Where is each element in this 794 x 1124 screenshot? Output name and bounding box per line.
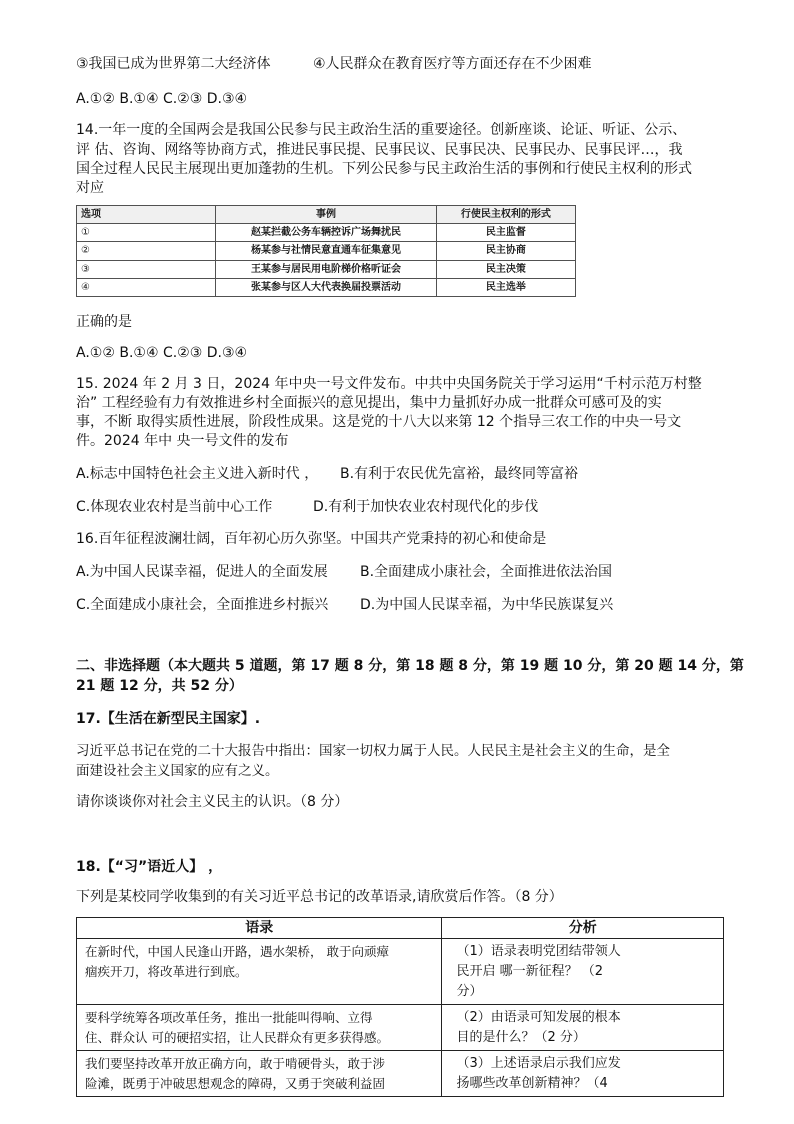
q14-col-option: 选项 [77,206,216,224]
q13-item-3: ③我国已成为世界第二大经济体 [76,56,271,72]
q14-row-2-form: 民主协商 [436,242,575,260]
q17-task: 请你谈谈你对社会主义民主的认识。（8 分） [76,794,349,810]
q18-row-3-quote [77,1051,442,1097]
q15-stem-line-2: 治” 工程经验有力有效推进乡村全面振兴的意见提出，集中力量抓好办成一批群众可感可及的实 [76,395,662,411]
q17-title: 17.【生活在新型民主国家】. [76,711,261,727]
q14-row-3-form: 民主决策 [436,260,575,278]
q15-option-d: D.有利于加快农业农村现代化的步伐 [313,499,539,515]
table-row [77,1051,724,1097]
q18-col-analysis: 分析 [442,918,724,939]
q14-table-header [77,206,576,224]
q18-row-1-quote-line-2: 痼疾开刀，将改革进行到底。 [85,964,248,979]
q14-stem-line-1: 14.一年一度的全国两会是我国公民参与民主政治生活的重要途径。创新座谈、论证、听证、公示、 [76,122,687,138]
q18-row-2-analysis-line-1: （2）由语录可知发展的根本 [456,1010,621,1025]
q14-row-4-form: 民主选举 [436,278,575,296]
table-row [77,260,576,278]
q13-item-4: ④人民群众在教育医疗等方面还存在不少困难 [313,56,592,72]
q15-option-b: B.有利于农民优先富裕，最终同等富裕 [340,466,579,482]
table-row [77,224,576,242]
table-row [77,242,576,260]
q15-stem-line-4: 件。2024 年中 央一号文件的发布 [76,433,289,449]
q16-option-d: D.为中国人民谋幸福，为中华民族谋复兴 [360,597,614,613]
q18-row-1-analysis-line-1: （1）语录表明党团结带领人 [456,944,621,959]
q17-quote-line-1: 习近平总书记在党的二十大报告中指出：国家一切权力属于人民。人民民主是社会主义的生命，是全 [76,743,670,759]
q15-option-a: A.标志中国特色社会主义进入新时代 ， [76,466,319,482]
q14-options: A.①② B.①④ C.②③ D.③④ [76,345,248,361]
section-2-heading-line-2: 21 题 12 分，共 52 分） [76,678,243,694]
q18-row-3-analysis [442,1051,724,1097]
q15-stem-line-3: 事，不断 取得实质性进展，阶段性成果。这是党的十八大以来第 12 个指导三农工作的中央一号文 [76,414,682,430]
q18-row-1-analysis [442,939,724,1005]
q18-table [76,917,724,1097]
q16-option-a: A.为中国人民谋幸福，促进人的全面发展 [76,564,328,580]
q14-row-4-case: 张某参与区人大代表换届投票活动 [216,278,436,296]
q14-stem-line-3: 国全过程人民民主展现出更加蓬勃的生机。下列公民参与民主政治生活的事例和行使民主权利的形式 [76,161,692,177]
q18-col-quote: 语录 [77,918,442,939]
q18-row-3-quote-line-1: 我们要坚持改革开放正确方向，敢于啃硬骨头，敢于涉 [85,1056,386,1071]
q14-row-2-option: ② [77,242,216,260]
q14-row-1-case: 赵某拦截公务车辆控诉广场舞扰民 [216,224,436,242]
section-2-heading-line-1: 二、非选择题（本大题共 5 道题，第 17 题 8 分，第 18 题 8 分，第 19 题 10 分，第 20 题 14 分，第 [76,658,744,674]
q13-options: A.①② B.①④ C.②③ D.③④ [76,91,248,107]
q18-row-1-quote-line-1: 在新时代，中国人民逢山开路，遇水架桥， 敢于向顽瘴 [85,944,389,959]
q14-col-form: 行使民主权利的形式 [436,206,575,224]
table-row [77,939,724,1005]
q18-row-1-quote [77,939,442,1005]
q18-row-3-analysis-line-2: 扬哪些改革创新精神？（4 [456,1076,608,1091]
q18-table-header [77,918,724,939]
q18-row-2-quote [77,1005,442,1051]
q18-title: 18.【“习”语近人】 ， [76,859,223,875]
q18-row-1-analysis-line-3: 分） [456,984,483,999]
q18-intro: 下列是某校同学收集到的有关习近平总书记的改革语录,请欣赏后作答。（8 分） [76,889,563,905]
table-row [77,1005,724,1051]
q14-row-1-form: 民主监督 [436,224,575,242]
q14-table [76,205,576,297]
q14-stem-line-4: 对应 [76,180,104,196]
q14-stem-line-2: 评 估、咨询、网络等协商方式，推进民事民提、民事民议、民事民决、民事民办、民事民评…，我 [76,142,683,158]
q16-option-c: C.全面建成小康社会，全面推进乡村振兴 [76,597,329,613]
q16-stem: 16.百年征程波澜壮阔，百年初心历久弥坚。中国共产党秉持的初心和使命是 [76,531,547,547]
q15-stem-line-1: 15. 2024 年 2 月 3 日，2024 年中央一号文件发布。中共中央国务院关于学习运用“千村示范万村整 [76,376,702,392]
q17-quote-line-2: 面建设社会主义国家的应有之义。 [76,763,279,779]
q14-row-3-option: ③ [77,260,216,278]
q18-row-1-analysis-line-2: 民开启 哪一新征程？ （2 [456,964,603,979]
q18-row-2-analysis-line-2: 目的是什么？（2 分） [456,1030,586,1045]
table-row [77,278,576,296]
q14-row-3-case: 王某参与居民用电阶梯价格听证会 [216,260,436,278]
q14-row-2-case: 杨某参与社情民意直通车征集意见 [216,242,436,260]
q18-row-2-analysis [442,1005,724,1051]
q18-row-2-quote-line-1: 要科学统筹各项改革任务，推出一批能叫得响、立得 [85,1010,373,1025]
q18-row-3-quote-line-2: 险滩，既勇于冲破思想观念的障碍，又勇于突破利益固 [85,1076,386,1091]
q15-option-c: C.体现农业农村是当前中心工作 [76,499,273,515]
q14-row-1-option: ① [77,224,216,242]
q18-row-3-analysis-line-1: （3）上述语录启示我们应发 [456,1056,621,1071]
q14-closing: 正确的是 [76,314,132,330]
q16-option-b: B.全面建成小康社会，全面推进依法治国 [360,564,613,580]
q18-row-2-quote-line-2: 住、群众认 可的硬招实招，让人民群众有更多获得感。 [85,1030,389,1045]
q14-col-case: 事例 [216,206,436,224]
q14-row-4-option: ④ [77,278,216,296]
